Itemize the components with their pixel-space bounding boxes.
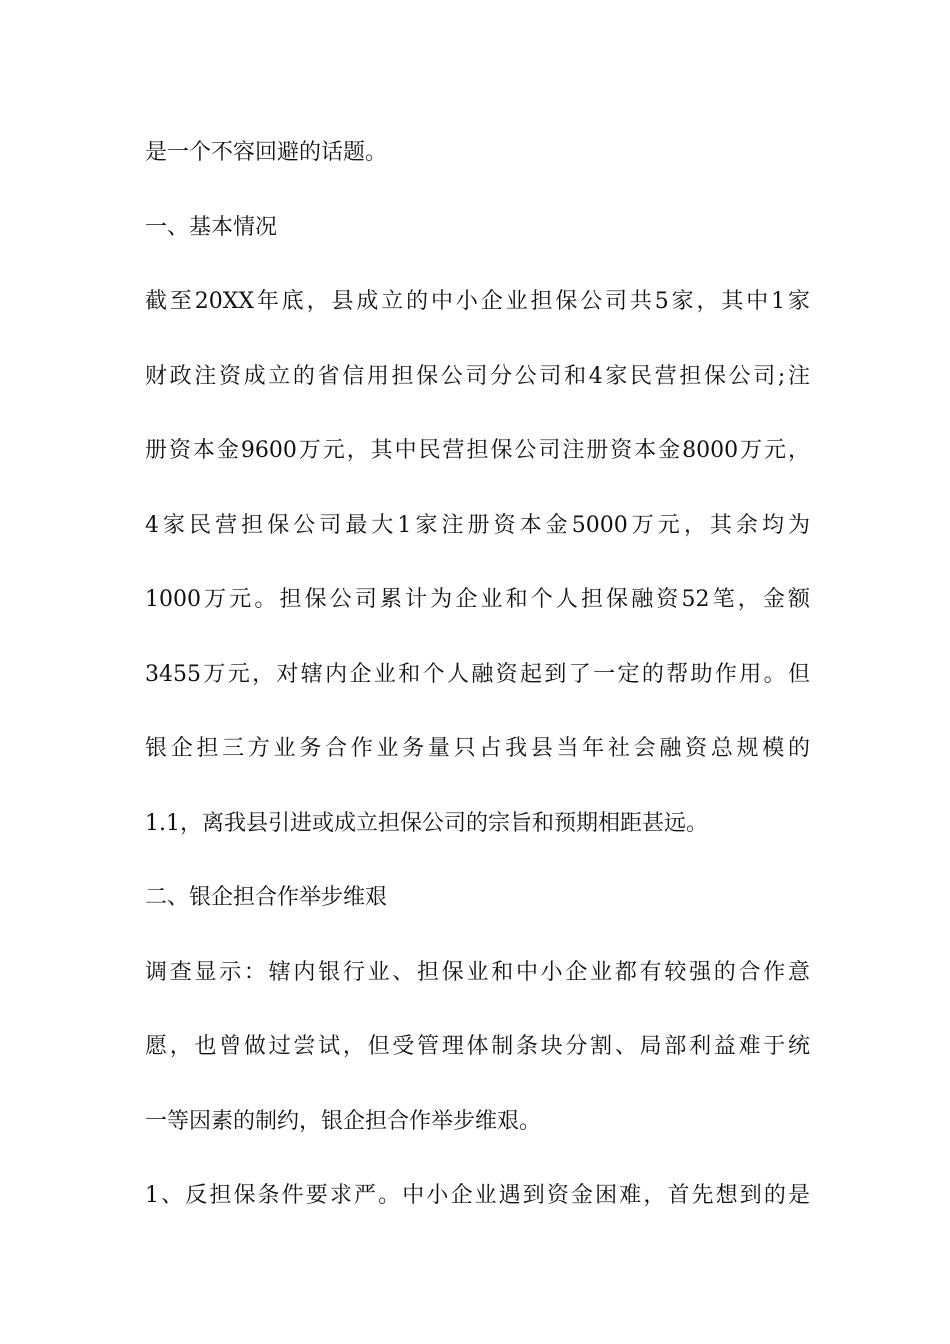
document-body <box>145 133 810 1251</box>
text-line: 财政注资成立的省信用担保公司分公司和4家民营担保公司;注 <box>145 363 810 389</box>
section-heading: 一、基本情况 <box>145 214 278 240</box>
text-line: 截至20XX年底，县成立的中小企业担保公司共5家，其中1家 <box>145 289 810 314</box>
text-line: 1.1，离我县引进或成立担保公司的宗旨和预期相距甚远。 <box>145 810 708 836</box>
text-line: 调查显示：辖内银行业、担保业和中小企业都有较强的合作意 <box>145 959 810 985</box>
text-line: 是一个不容回避的话题。 <box>145 140 388 165</box>
text-line: 册资本金9600万元，其中民营担保公司注册资本金8000万元， <box>145 438 810 463</box>
text-line: 1000万元。担保公司累计为企业和个人担保融资52笔，金额 <box>145 587 810 612</box>
text-line: 愿，也曾做过尝试，但受管理体制条块分割、局部利益难于统 <box>145 1034 810 1059</box>
text-line: 一等因素的制约，银企担合作举步维艰。 <box>145 1108 542 1134</box>
section-heading: 二、银企担合作举步维艰 <box>145 885 388 910</box>
text-line: 3455万元，对辖内企业和个人融资起到了一定的帮助作用。但 <box>145 661 810 687</box>
text-line: 4家民营担保公司最大1家注册资本金5000万元，其余均为 <box>145 512 810 538</box>
text-line: 1、反担保条件要求严。中小企业遇到资金困难，首先想到的是 <box>145 1183 810 1208</box>
text-line: 银企担三方业务合作业务量只占我县当年社会融资总规模的 <box>145 736 810 761</box>
